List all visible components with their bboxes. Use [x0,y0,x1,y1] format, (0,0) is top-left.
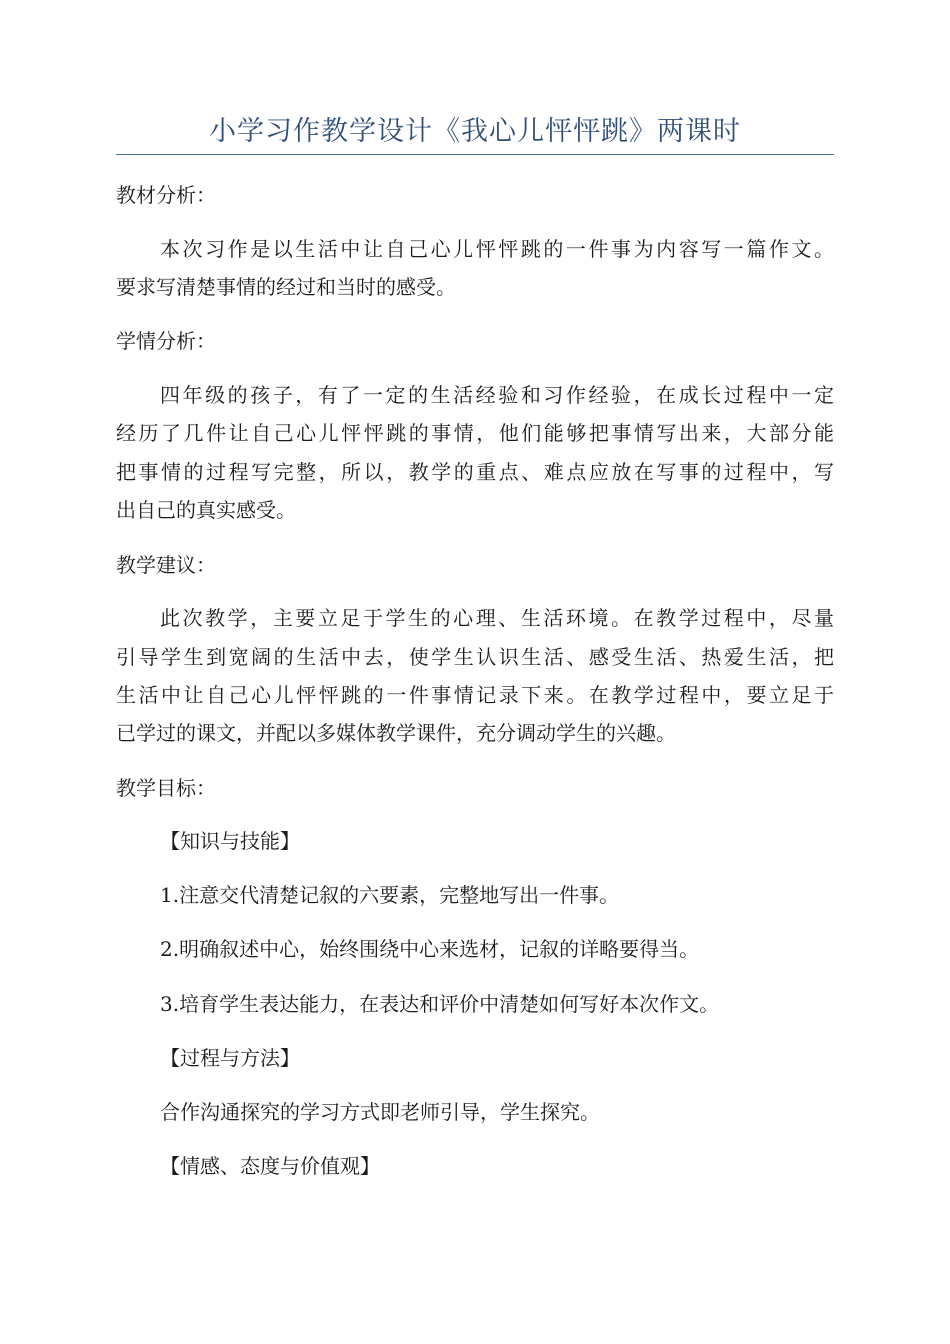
paragraph-line: 本次习作是以生活中让自己心儿怦怦跳的一件事为内容写一篇作文。 [160,237,834,261]
process-text: 合作沟通探究的学习方式即老师引导，学生探究。 [160,1100,600,1124]
goal-item-2: 2.明确叙述中心，始终围绕中心来选材，记叙的详略要得当。 [160,937,700,961]
paragraph-line: 经历了几件让自己心儿怦怦跳的事情，他们能够把事情写出来，大部分能 [116,421,834,445]
paragraph-line: 生活中让自己心儿怦怦跳的一件事情记录下来。在教学过程中，要立足于 [116,683,834,707]
paragraph-line: 此次教学，主要立足于学生的心理、生活环境。在教学过程中，尽量 [160,606,834,630]
section-heading-student: 学情分析： [116,329,216,353]
title-underline [116,154,834,155]
paragraph-line: 已学过的课文，并配以多媒体教学课件，充分调动学生的兴趣。 [116,721,676,745]
section-heading-advice: 教学建议： [116,553,216,577]
subheading-emotion: 【情感、态度与价值观】 [160,1154,380,1178]
paragraph-line: 要求写清楚事情的经过和当时的感受。 [116,275,456,299]
document-title: 小学习作教学设计《我心儿怦怦跳》两课时 [209,116,741,147]
paragraph-line: 把事情的过程写完整，所以，教学的重点、难点应放在写事的过程中，写 [116,460,834,484]
section-heading-goals: 教学目标： [116,776,216,800]
subheading-process: 【过程与方法】 [160,1046,300,1070]
paragraph-line: 四年级的孩子，有了一定的生活经验和习作经验，在成长过程中一定 [160,383,834,407]
paragraph-line: 引导学生到宽阔的生活中去，使学生认识生活、感受生活、热爱生活，把 [116,645,834,669]
subheading-knowledge: 【知识与技能】 [160,829,300,853]
paragraph-line: 出自己的真实感受。 [116,498,296,522]
goal-item-3: 3.培育学生表达能力，在表达和评价中清楚如何写好本次作文。 [160,992,720,1016]
section-heading-material: 教材分析： [116,183,216,207]
goal-item-1: 1.注意交代清楚记叙的六要素，完整地写出一件事。 [160,883,620,907]
